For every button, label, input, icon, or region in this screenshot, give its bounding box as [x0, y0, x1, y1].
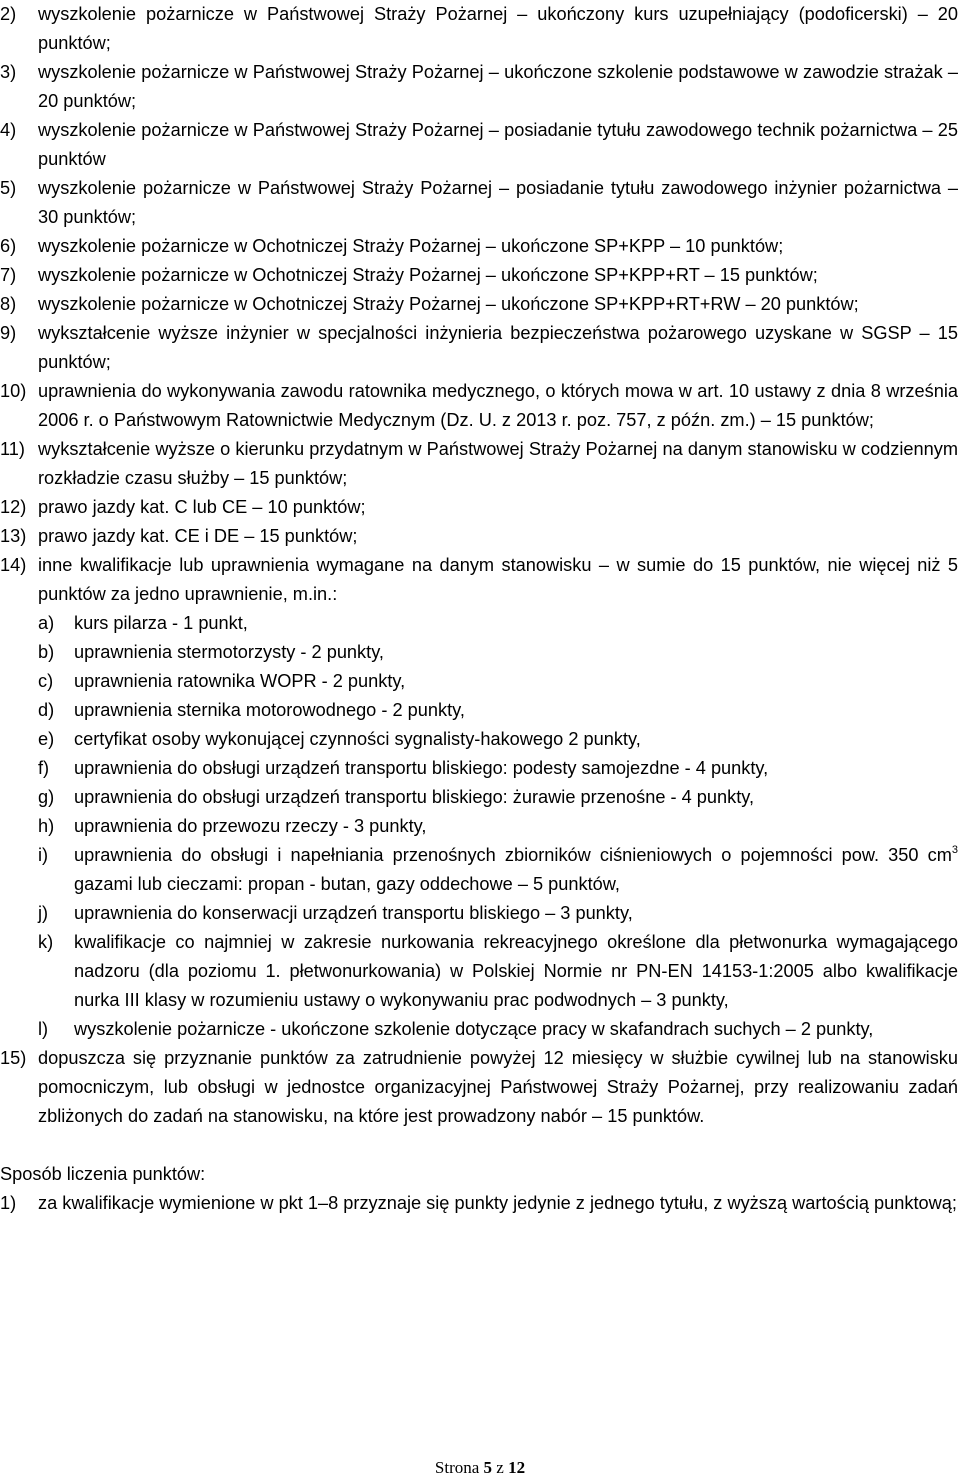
- list-item: [0, 551, 958, 609]
- sub-item-text: uprawnienia sternika motorowodnego - 2 punkty,: [74, 700, 465, 720]
- sub-item-text: uprawnienia ratownika WOPR - 2 punkty,: [74, 671, 406, 691]
- item-number: 5): [0, 178, 17, 198]
- list-item: [0, 174, 958, 232]
- page-label: Strona: [434, 1458, 480, 1477]
- sub-list-item: [0, 899, 958, 928]
- item-number: 2): [0, 4, 17, 24]
- sub-list-item: [0, 754, 958, 783]
- item-number: 7): [0, 265, 17, 285]
- item-number: 12): [0, 497, 27, 517]
- item-text: prawo jazdy kat. C lub CE – 10 punktów;: [38, 497, 366, 517]
- item-text: wyszkolenie pożarnicze w Ochotniczej Straży Pożarnej – ukończone SP+KPP+RT – 15 punktów;: [38, 265, 818, 285]
- page-footer: [0, 1457, 960, 1479]
- sub-list-item: [0, 1015, 958, 1044]
- item-number: 4): [0, 120, 17, 140]
- item-text: inne kwalifikacje lub uprawnienia wymagane na danym stanowisku – w sumie do 15 punktów, nie więcej niż 5 punktów za jedno uprawnienie, m.in.:: [38, 555, 958, 604]
- item-text: wyszkolenie pożarnicze w Państwowej Straży Pożarnej – ukończone szkolenie podstawowe w zawodzie strażak – 20 punktów;: [38, 62, 958, 111]
- sub-list-item: [0, 638, 958, 667]
- sub-item-letter: g): [38, 787, 55, 807]
- sub-item-letter: d): [38, 700, 55, 720]
- sub-item-text-before: uprawnienia do obsługi i napełniania przenośnych zbiorników ciśnieniowych o pojemności pow. 350 cm: [74, 845, 952, 865]
- sub-item-letter: f): [38, 758, 50, 778]
- list-item: [0, 319, 958, 377]
- page-number: 5: [483, 1458, 493, 1477]
- page-of: z: [496, 1458, 504, 1477]
- sub-list-item: [0, 812, 958, 841]
- sub-item-letter: e): [38, 729, 55, 749]
- item-number: 15): [0, 1048, 27, 1068]
- sub-item-letter: c): [38, 671, 54, 691]
- list-item: [0, 58, 958, 116]
- list-item: [0, 522, 958, 551]
- item-text: wyszkolenie pożarnicze w Państwowej Straży Pożarnej – ukończony kurs uzupełniający (podoficerski) – 20 punktów;: [38, 4, 958, 53]
- sub-item-text: uprawnienia stermotorzysty - 2 punkty,: [74, 642, 384, 662]
- list-item: [0, 377, 958, 435]
- item-number: 1): [0, 1193, 17, 1213]
- list-item: [0, 0, 958, 58]
- item-text: uprawnienia do wykonywania zawodu ratownika medycznego, o których mowa w art. 10 ustawy z dnia 8 września 2006 r. o Państwowym Ratownictwie Medycznym (Dz. U. z 2013 r. poz. 757, z późn. zm.) – 15 punktów;: [38, 381, 958, 430]
- item-number: 13): [0, 526, 27, 546]
- sub-item-letter: l): [38, 1019, 49, 1039]
- page-total: 12: [508, 1458, 526, 1477]
- sub-item-text: uprawnienia do obsługi urządzeń transportu bliskiego: podesty samojezdne - 4 punkty,: [74, 758, 769, 778]
- item-text: wyszkolenie pożarnicze w Państwowej Straży Pożarnej – posiadanie tytułu zawodowego technik pożarnictwa – 25 punktów: [38, 120, 958, 169]
- sub-item-text-after: gazami lub cieczami: propan - butan, gazy oddechowe – 5 punktów,: [74, 874, 620, 894]
- section-heading: Sposób liczenia punktów:: [0, 1164, 206, 1184]
- sub-item-text: uprawnienia do obsługi urządzeń transportu bliskiego: żurawie przenośne - 4 punkty,: [74, 787, 755, 807]
- item-text: prawo jazdy kat. CE i DE – 15 punktów;: [38, 526, 358, 546]
- item-number: 14): [0, 555, 27, 575]
- sub-list-item: [0, 696, 958, 725]
- spacer: [0, 1131, 958, 1160]
- sub-list-item: [0, 725, 958, 754]
- sub-item-text: [74, 845, 958, 894]
- sub-item-letter: a): [38, 613, 55, 633]
- list-item: [0, 116, 958, 174]
- sub-list-item: [0, 841, 958, 899]
- sub-list-item: [0, 609, 958, 638]
- sub-item-text: wyszkolenie pożarnicze - ukończone szkolenie dotyczące pracy w skafandrach suchych – 2 punkty,: [74, 1019, 874, 1039]
- sub-item-text: uprawnienia do konserwacji urządzeń transportu bliskiego – 3 punkty,: [74, 903, 633, 923]
- sub-item-text: kurs pilarza - 1 punkt,: [74, 613, 248, 633]
- sub-item-letter: j): [38, 903, 49, 923]
- item-text: wyszkolenie pożarnicze w Państwowej Straży Pożarnej – posiadanie tytułu zawodowego inżynier pożarnictwa – 30 punktów;: [38, 178, 958, 227]
- sub-item-text: certyfikat osoby wykonującej czynności sygnalisty-hakowego 2 punkty,: [74, 729, 641, 749]
- list-item: [0, 493, 958, 522]
- sub-item-letter: i): [38, 845, 49, 865]
- list-item: [0, 261, 958, 290]
- sub-item-letter: h): [38, 816, 55, 836]
- item-text: wyszkolenie pożarnicze w Ochotniczej Straży Pożarnej – ukończone SP+KPP – 10 punktów;: [38, 236, 784, 256]
- list-item: [0, 1044, 958, 1131]
- superscript: 3: [951, 843, 958, 856]
- sub-list-item: [0, 928, 958, 1015]
- sub-item-letter: k): [38, 932, 54, 952]
- sub-item-text: kwalifikacje co najmniej w zakresie nurkowania rekreacyjnego określone dla płetwonurka wymagającego nadzoru (dla poziomu 1. płetwonurkowania) w Polskiej Normie nr PN-EN 14153-1:2005 albo kwalifikacje nurka III klasy w rozumieniu ustawy o wykonywaniu prac podwodnych – 3 punkty,: [74, 932, 958, 1010]
- list-item: [0, 435, 958, 493]
- sub-item-letter: b): [38, 642, 55, 662]
- sub-list-item: [0, 783, 958, 812]
- sub-list-item: [0, 667, 958, 696]
- sub-item-text: uprawnienia do przewozu rzeczy - 3 punkty,: [74, 816, 427, 836]
- list-item: [0, 1189, 958, 1218]
- item-number: 3): [0, 62, 17, 82]
- item-text: wyszkolenie pożarnicze w Ochotniczej Straży Pożarnej – ukończone SP+KPP+RT+RW – 20 punktów;: [38, 294, 859, 314]
- item-number: 10): [0, 381, 27, 401]
- item-number: 11): [0, 439, 25, 459]
- item-number: 6): [0, 236, 17, 256]
- item-text: dopuszcza się przyznanie punktów za zatrudnienie powyżej 12 miesięcy w służbie cywilnej lub na stanowisku pomocniczym, lub obsługi w jednostce organizacyjnej Państwowej Straży Pożarnej, przy realizowaniu zadań zbliżonych do zadań na stanowisku, na które jest prowadzony nabór – 15 punktów.: [38, 1048, 958, 1126]
- item-text: za kwalifikacje wymienione w pkt 1–8 przyznaje się punkty jedynie z jednego tytułu, z wyższą wartością punktową;: [38, 1193, 957, 1213]
- item-number: 9): [0, 323, 17, 343]
- list-item: [0, 290, 958, 319]
- item-text: wykształcenie wyższe o kierunku przydatnym w Państwowej Straży Pożarnej na danym stanowisku w codziennym rozkładzie czasu służby – 15 punktów;: [38, 439, 958, 488]
- list-item: [0, 232, 958, 261]
- item-text: wykształcenie wyższe inżynier w specjalności inżynieria bezpieczeństwa pożarowego uzyskane w SGSP – 15 punktów;: [38, 323, 958, 372]
- item-number: 8): [0, 294, 17, 314]
